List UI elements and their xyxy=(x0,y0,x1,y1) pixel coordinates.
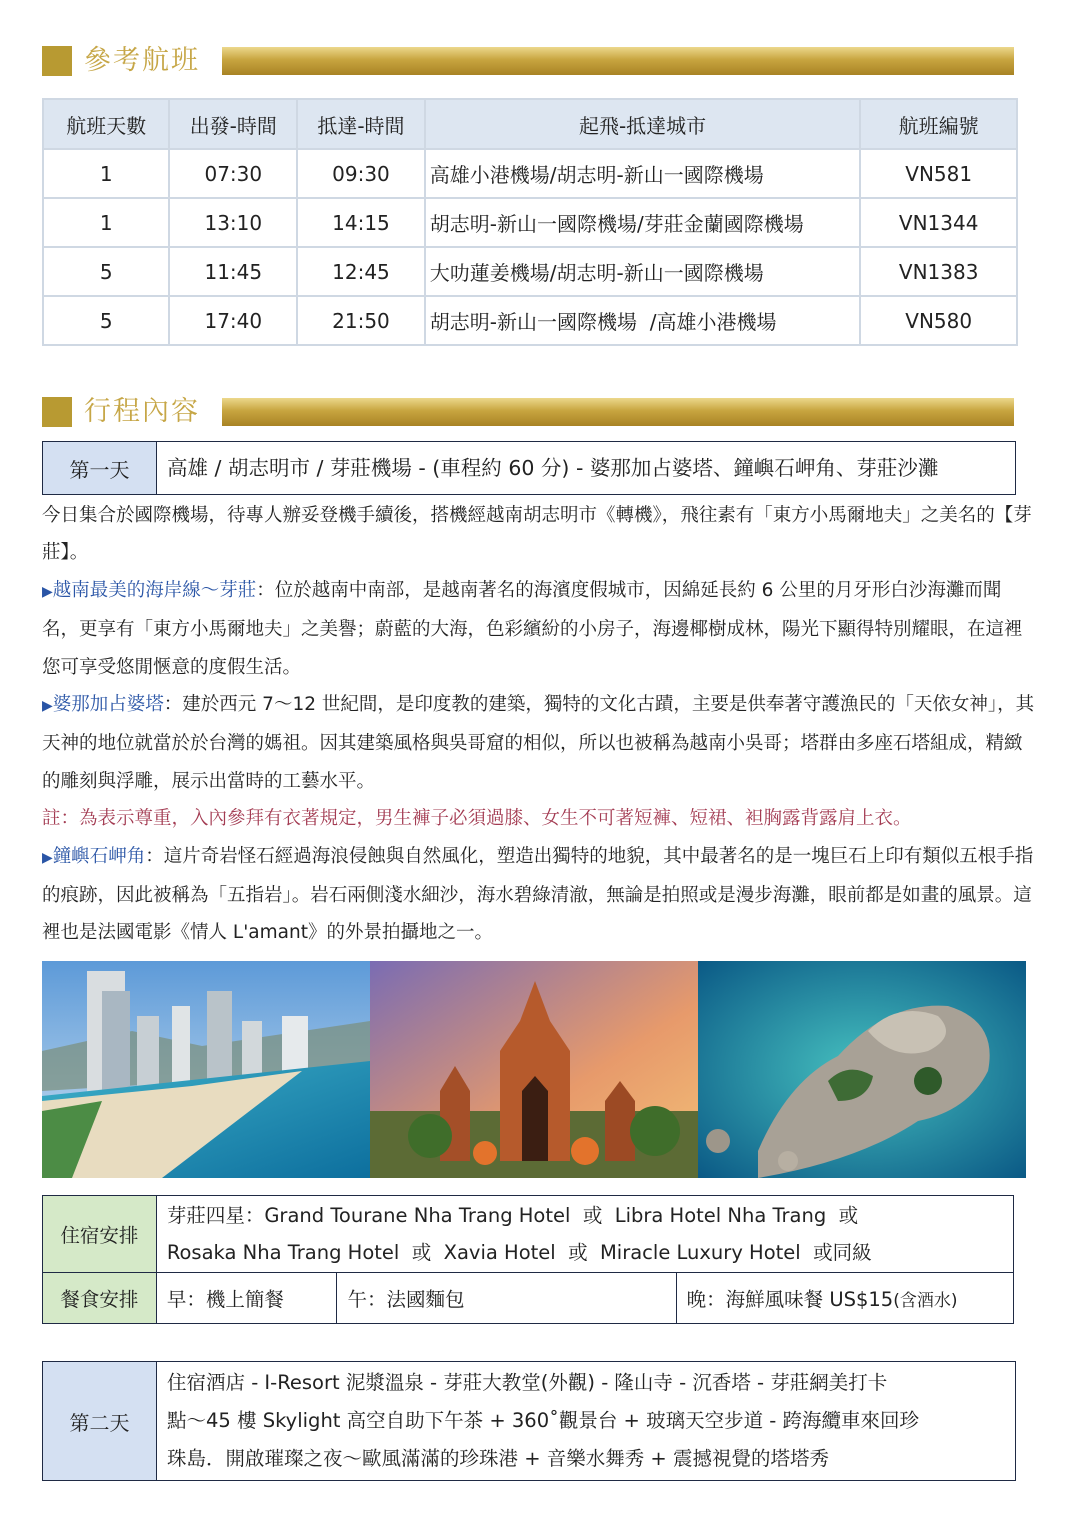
photo-strip xyxy=(42,961,1026,1178)
dress-code-note: 註：為表示尊重，入內參拜有衣著規定，男生褲子必須過膝、女生不可著短褲、短裙、袒胸露背露肩上衣。 xyxy=(42,808,912,830)
arrival-time: 09:30 xyxy=(297,149,425,198)
column-header: 抵達-時間 xyxy=(297,99,425,149)
breakfast-cell: 早：機上簡餐 xyxy=(156,1273,337,1324)
table-row xyxy=(43,198,1017,247)
lodging-row xyxy=(43,1196,1014,1273)
right-triangle-icon: ▶ xyxy=(42,849,53,866)
section-title: 參考航班 xyxy=(84,45,200,76)
flight-day: 1 xyxy=(43,198,169,247)
arrival-time: 12:45 xyxy=(297,247,425,296)
attraction-title: 鐘嶼石岬角 xyxy=(52,845,146,867)
arrival-time: 14:15 xyxy=(297,198,425,247)
day1-info-table xyxy=(42,1195,1014,1324)
lodging-info xyxy=(156,1196,1013,1273)
column-header: 起飛-抵達城市 xyxy=(425,99,861,149)
attraction-title: 婆那加占婆塔 xyxy=(52,694,164,716)
column-header: 航班天數 xyxy=(43,99,169,149)
flight-route: 胡志明-新山一國際機場 /高雄小港機場 xyxy=(425,296,861,345)
column-header: 航班編號 xyxy=(860,99,1017,149)
attraction-paragraph xyxy=(42,686,1038,800)
attraction-text: ：這片奇岩怪石經過海浪侵蝕與自然風化，塑造出獨特的地貌，其中最著名的是一塊巨石上印有類似五根手指的痕跡，因此被稱為「五指岩」。岩石兩側淺水細沙，海水碧綠清澈，無論是拍照或是漫步海灘，眼前都是如畫的風景。這裡也是法國電影《情人 L'amant》的外景拍攝地之一。 xyxy=(42,845,1034,944)
column-header: 出發-時間 xyxy=(169,99,297,149)
flight-number: VN1383 xyxy=(860,247,1017,296)
departure-time: 13:10 xyxy=(169,198,297,247)
lodging-label: 住宿安排 xyxy=(43,1196,157,1273)
attraction-text: ：位於越南中南部，是越南著名的海濱度假城市，因綿延長約 6 公里的月牙形白沙海灘而聞名，更享有「東方小馬爾地夫」之美譽；蔚藍的大海，色彩繽紛的小房子，海邊椰樹成林，陽光下顯得特別耀眼，在這裡您可享受悠閒愜意的度假生活。 xyxy=(42,579,1023,678)
dinner-note: (含酒水) xyxy=(893,1291,958,1311)
departure-time: 17:40 xyxy=(169,296,297,345)
rock-headland-photo xyxy=(698,961,1026,1178)
right-triangle-icon: ▶ xyxy=(42,698,53,715)
lodging-line: Rosaka Nha Trang Hotel 或 Xavia Hotel 或 Miracle Luxury Hotel 或同級 xyxy=(166,1241,872,1264)
day1-description xyxy=(42,497,1042,952)
attraction-paragraph xyxy=(42,838,1034,952)
table-row xyxy=(43,149,1017,198)
route-line: 珠島．開啟璀璨之夜～歐風滿滿的珍珠港 + 音樂水舞秀 + 震撼視覺的塔塔秀 xyxy=(167,1447,829,1470)
day-label: 第二天 xyxy=(43,1362,157,1480)
table-row xyxy=(43,296,1017,345)
section-title: 行程內容 xyxy=(84,396,200,427)
day-label: 第一天 xyxy=(43,442,157,494)
flights-section-header xyxy=(42,46,1014,76)
flights-table xyxy=(42,98,1018,346)
departure-time: 07:30 xyxy=(169,149,297,198)
gold-square-icon xyxy=(42,397,72,427)
route-line: 住宿酒店 - I-Resort 泥漿溫泉 - 芽莊大教堂(外觀) - 隆山寺 - 沉香塔 - 芽莊網美打卡 xyxy=(167,1371,888,1394)
dinner-cell xyxy=(676,1273,1013,1324)
day-route xyxy=(157,1362,929,1480)
route-line: 點～45 樓 Skylight 高空自助下午茶 + 360˚觀景台 + 玻璃天空步道 - 跨海纜車來回珍 xyxy=(167,1409,920,1432)
meals-label: 餐食安排 xyxy=(43,1273,157,1324)
flight-number: VN580 xyxy=(860,296,1017,345)
flight-number: VN581 xyxy=(860,149,1017,198)
flight-route: 胡志明-新山一國際機場/芽莊金蘭國際機場 xyxy=(425,198,861,247)
day-route: 高雄 / 胡志明市 / 芽莊機場 - (車程約 60 分) - 婆那加占婆塔、鐘嶼石岬角、芽莊沙灘 xyxy=(167,456,939,480)
cham-tower-photo xyxy=(370,961,698,1178)
dinner-text: 晚：海鮮風味餐 US$15 xyxy=(686,1288,894,1311)
table-header-row xyxy=(43,99,1017,149)
intro-text: 今日集合於國際機場，待專人辦妥登機手續後，搭機經越南胡志明市《轉機》，飛往素有「東方小馬爾地夫」之美名的【芽莊】。 xyxy=(42,505,1032,564)
day2-header xyxy=(42,1361,1016,1481)
meals-row xyxy=(43,1273,1014,1324)
attraction-title: 越南最美的海岸線～芽莊 xyxy=(52,579,257,601)
flight-day: 5 xyxy=(43,247,169,296)
table-row xyxy=(43,247,1017,296)
attraction-paragraph xyxy=(42,572,1038,686)
arrival-time: 21:50 xyxy=(297,296,425,345)
flight-route: 大叻蓮姜機場/胡志明-新山一國際機場 xyxy=(425,247,861,296)
departure-time: 11:45 xyxy=(169,247,297,296)
beach-city-photo xyxy=(42,961,370,1178)
gold-square-icon xyxy=(42,46,72,76)
itinerary-section-header xyxy=(42,397,1014,427)
day1-header xyxy=(42,441,1016,495)
flight-day: 1 xyxy=(43,149,169,198)
gold-bar xyxy=(222,47,1014,75)
attraction-text: ：建於西元 7～12 世紀間，是印度教的建築，獨特的文化古蹟，主要是供奉著守護漁民的「天依女神」，其天神的地位就當於於台灣的媽祖。因其建築風格與吳哥窟的相似，所以也被稱為越南小吳哥；塔群由多座石塔組成，精緻的雕刻與浮雕，展示出當時的工藝水平。 xyxy=(42,694,1035,792)
flight-day: 5 xyxy=(43,296,169,345)
right-triangle-icon: ▶ xyxy=(42,583,53,600)
lodging-line: 芽莊四星：Grand Tourane Nha Trang Hotel 或 Libra Hotel Nha Trang 或 xyxy=(166,1204,859,1227)
gold-bar xyxy=(222,398,1014,426)
flight-number: VN1344 xyxy=(860,198,1017,247)
flight-route: 高雄小港機場/胡志明-新山一國際機場 xyxy=(425,149,861,198)
lunch-cell: 午：法國麵包 xyxy=(337,1273,676,1324)
